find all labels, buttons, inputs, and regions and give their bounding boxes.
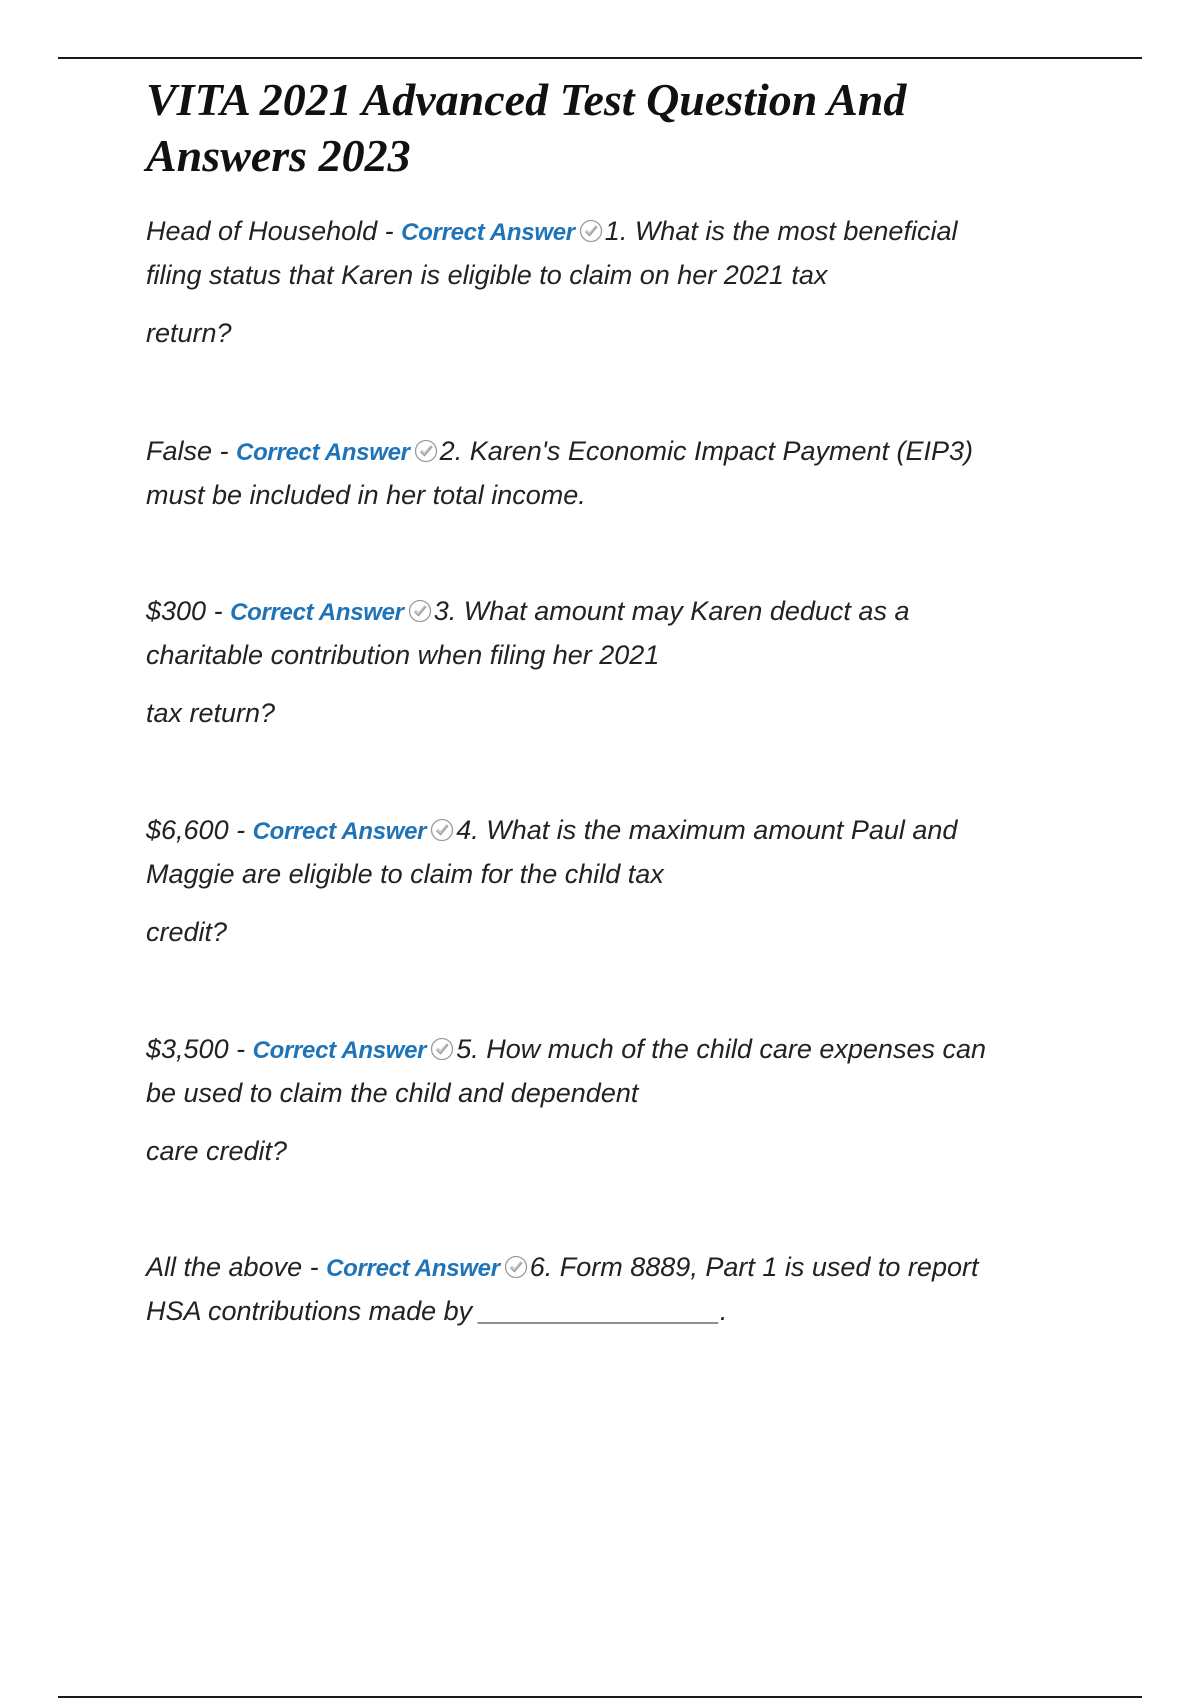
check-circle-icon [429, 1036, 455, 1062]
question-line: return? [146, 318, 232, 348]
question-line: tax return? [146, 698, 276, 728]
question-line: charitable contribution when filing her 2021 [146, 640, 660, 670]
question-line: 1. What is the most beneficial [604, 216, 958, 246]
answer-text: $300 - [146, 596, 231, 626]
correct-answer-label: Correct Answer [236, 439, 410, 466]
correct-answer-label: Correct Answer [326, 1255, 500, 1282]
question-line: Maggie are eligible to claim for the child tax [146, 859, 664, 889]
question-line: 3. What amount may Karen deduct as a [433, 596, 910, 626]
correct-answer-label: Correct Answer [252, 1037, 427, 1064]
qa-item-1 [146, 210, 1066, 355]
qa-item-5 [146, 1028, 1066, 1173]
page-title [146, 72, 1106, 184]
question-line: 4. What is the maximum amount Paul and [456, 815, 958, 845]
question-line: 6. Form 8889, Part 1 is used to report [529, 1252, 979, 1282]
check-circle-icon [413, 438, 439, 464]
answer-text: $6,600 - [146, 815, 253, 845]
check-circle-icon [429, 817, 455, 843]
check-circle-icon [503, 1254, 529, 1280]
question-line: 2. Karen's Economic Impact Payment (EIP3) [439, 436, 974, 466]
correct-answer-label: Correct Answer [252, 818, 427, 845]
answer-text: All the above - [146, 1252, 327, 1282]
page-title-line-2: Answers 2023 [146, 130, 411, 181]
bottom-rule [58, 1696, 1142, 1698]
question-line: be used to claim the child and dependent [146, 1078, 639, 1108]
correct-answer-label: Correct Answer [401, 219, 575, 246]
answer-text: False - [146, 436, 237, 466]
qa-item-6 [146, 1246, 1066, 1333]
check-circle-icon [578, 218, 604, 244]
question-line: 5. How much of the child care expenses can [456, 1034, 987, 1064]
check-circle-icon [407, 598, 433, 624]
page-title-line-1: VITA 2021 Advanced Test Question And [146, 74, 907, 125]
qa-item-4 [146, 809, 1066, 954]
qa-item-2 [146, 430, 1066, 517]
question-line: care credit? [146, 1136, 288, 1166]
top-rule [58, 57, 1142, 59]
qa-item-3 [146, 590, 1066, 735]
answer-text: $3,500 - [146, 1034, 253, 1064]
answer-text: Head of Household - [146, 216, 402, 246]
question-line: must be included in her total income. [146, 480, 586, 510]
question-line: HSA contributions made by ________________. [146, 1296, 728, 1326]
correct-answer-label: Correct Answer [230, 599, 404, 626]
question-line: filing status that Karen is eligible to claim on her 2021 tax [146, 260, 828, 290]
question-line: credit? [146, 917, 228, 947]
